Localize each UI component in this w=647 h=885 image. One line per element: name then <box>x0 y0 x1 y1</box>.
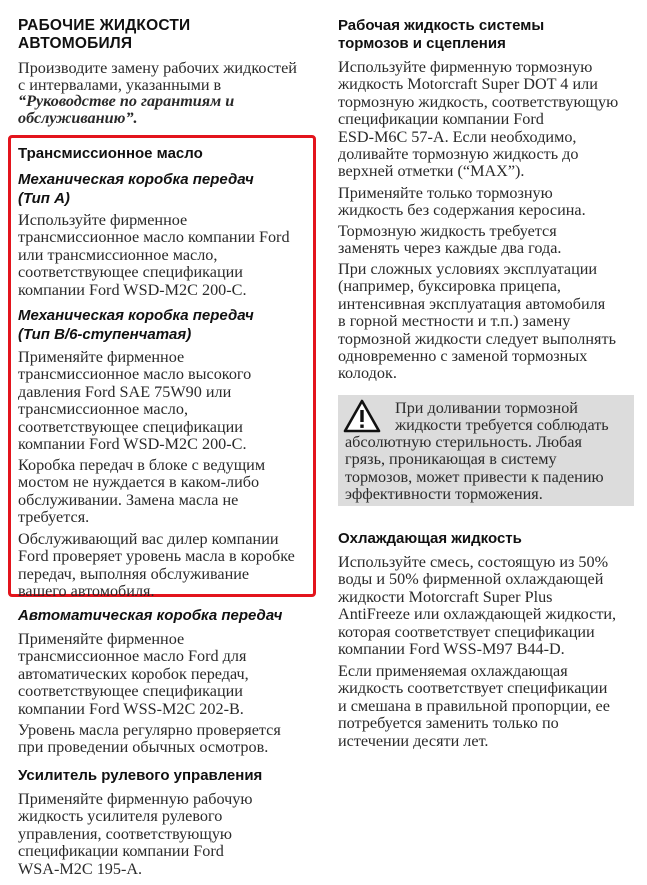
intro-text: Производите замену рабочих жидкостей с интервалами, указанными в <box>18 59 297 95</box>
page-title: РАБОЧИЕ ЖИДКОСТИ АВТОМОБИЛЯ <box>18 17 191 52</box>
manual-type-b-text-2: Коробка передач в блоке с ведущим мостом не нуждается в каком-либо обслуживании. Замена масла не требуется. <box>18 456 266 527</box>
manual-type-b-text-1: Применяйте фирменное трансмиссионное масло высокого давления Ford SAE 75W90 или трансмиссионное масло, соответствующее спецификации компании Ford WSD-M2C 200-C. <box>18 348 252 454</box>
coolant-text-2: Если применяемая охлаждающая жидкость соответствует спецификации и смешана в правильной пропорции, ее потребуется заменить только по истечении десяти лет. <box>338 662 610 750</box>
brake-fluid-text-1: Используйте фирменную тормозную жидкость Motorcraft Super DOT 4 или тормозную жидкость, соответствующую спецификации компании Ford ESD-M6C 57-A. Если необходимо, доливайте тормозную жидкость до верхней отметки (“MAX”). <box>338 58 619 181</box>
transmission-oil-heading: Трансмиссионное масло <box>18 145 203 162</box>
manual-type-a-text: Используйте фирменное трансмиссионное масло компании Ford или трансмиссионное масло, соответствующее спецификации компании Ford WSD-M2C 200-C. <box>18 211 290 299</box>
brake-warning-line-1: При доливании тормозной <box>395 399 578 417</box>
manual-type-b-heading: Механическая коробка передач (Тип В/6-ступенчатая) <box>18 307 254 343</box>
brake-warning-line-2: жидкости требуется соблюдать <box>395 416 609 434</box>
coolant-text-1: Используйте смесь, состоящую из 50% воды и 50% фирменной охлаждающей жидкости Motorcraft Super Plus AntiFreeze или охлаждающей жидкости, которая соответствует спецификации компании Ford WSS-M97 B44-D. <box>338 553 617 659</box>
brake-fluid-text-3: Тормозную жидкость требуется заменять через каждые два года. <box>338 222 562 258</box>
automatic-transmission-heading: Автоматическая коробка передач <box>18 607 283 624</box>
brake-fluid-heading: Рабочая жидкость системы тормозов и сцепления <box>338 17 545 52</box>
brake-warning-text: абсолютную стерильность. Любая грязь, проникающая в систему тормозов, может привести к падению эффективности торможения. <box>345 433 604 504</box>
automatic-transmission-text-1: Применяйте фирменное трансмиссионное масло Ford для автоматических коробок передач, соответствующее спецификации компании Ford WSS-M2C 202-B. <box>18 630 249 718</box>
power-steering-text: Применяйте фирменную рабочую жидкость усилителя рулевого управления, соответствующую спецификации компании Ford WSA-M2C 195-A. <box>18 790 253 878</box>
warranty-guide-reference: “Руководстве по гарантиям и обслуживанию”. <box>18 92 235 128</box>
warning-triangle-icon <box>342 398 382 434</box>
power-steering-heading: Усилитель рулевого управления <box>18 767 263 784</box>
manual-type-b-text-3: Обслуживающий вас дилер компании Ford проверяет уровень масла в коробке передач, выполняя обслуживание вашего автомобиля. <box>18 530 295 601</box>
manual-type-a-heading: Механическая коробка передач (Тип А) <box>18 171 254 207</box>
coolant-heading: Охлаждающая жидкость <box>338 530 522 547</box>
automatic-transmission-text-2: Уровень масла регулярно проверяется при проведении обычных осмотров. <box>18 721 281 757</box>
brake-fluid-text-4: При сложных условиях эксплуатации (например, буксировка прицепа, интенсивная эксплуатация автомобиля в горной местности и т.п.) замену тормозной жидкости следует выполнять одновременно с заменой тормозных колодок. <box>338 260 616 383</box>
brake-fluid-text-2: Применяйте только тормозную жидкость без содержания керосина. <box>338 184 586 220</box>
